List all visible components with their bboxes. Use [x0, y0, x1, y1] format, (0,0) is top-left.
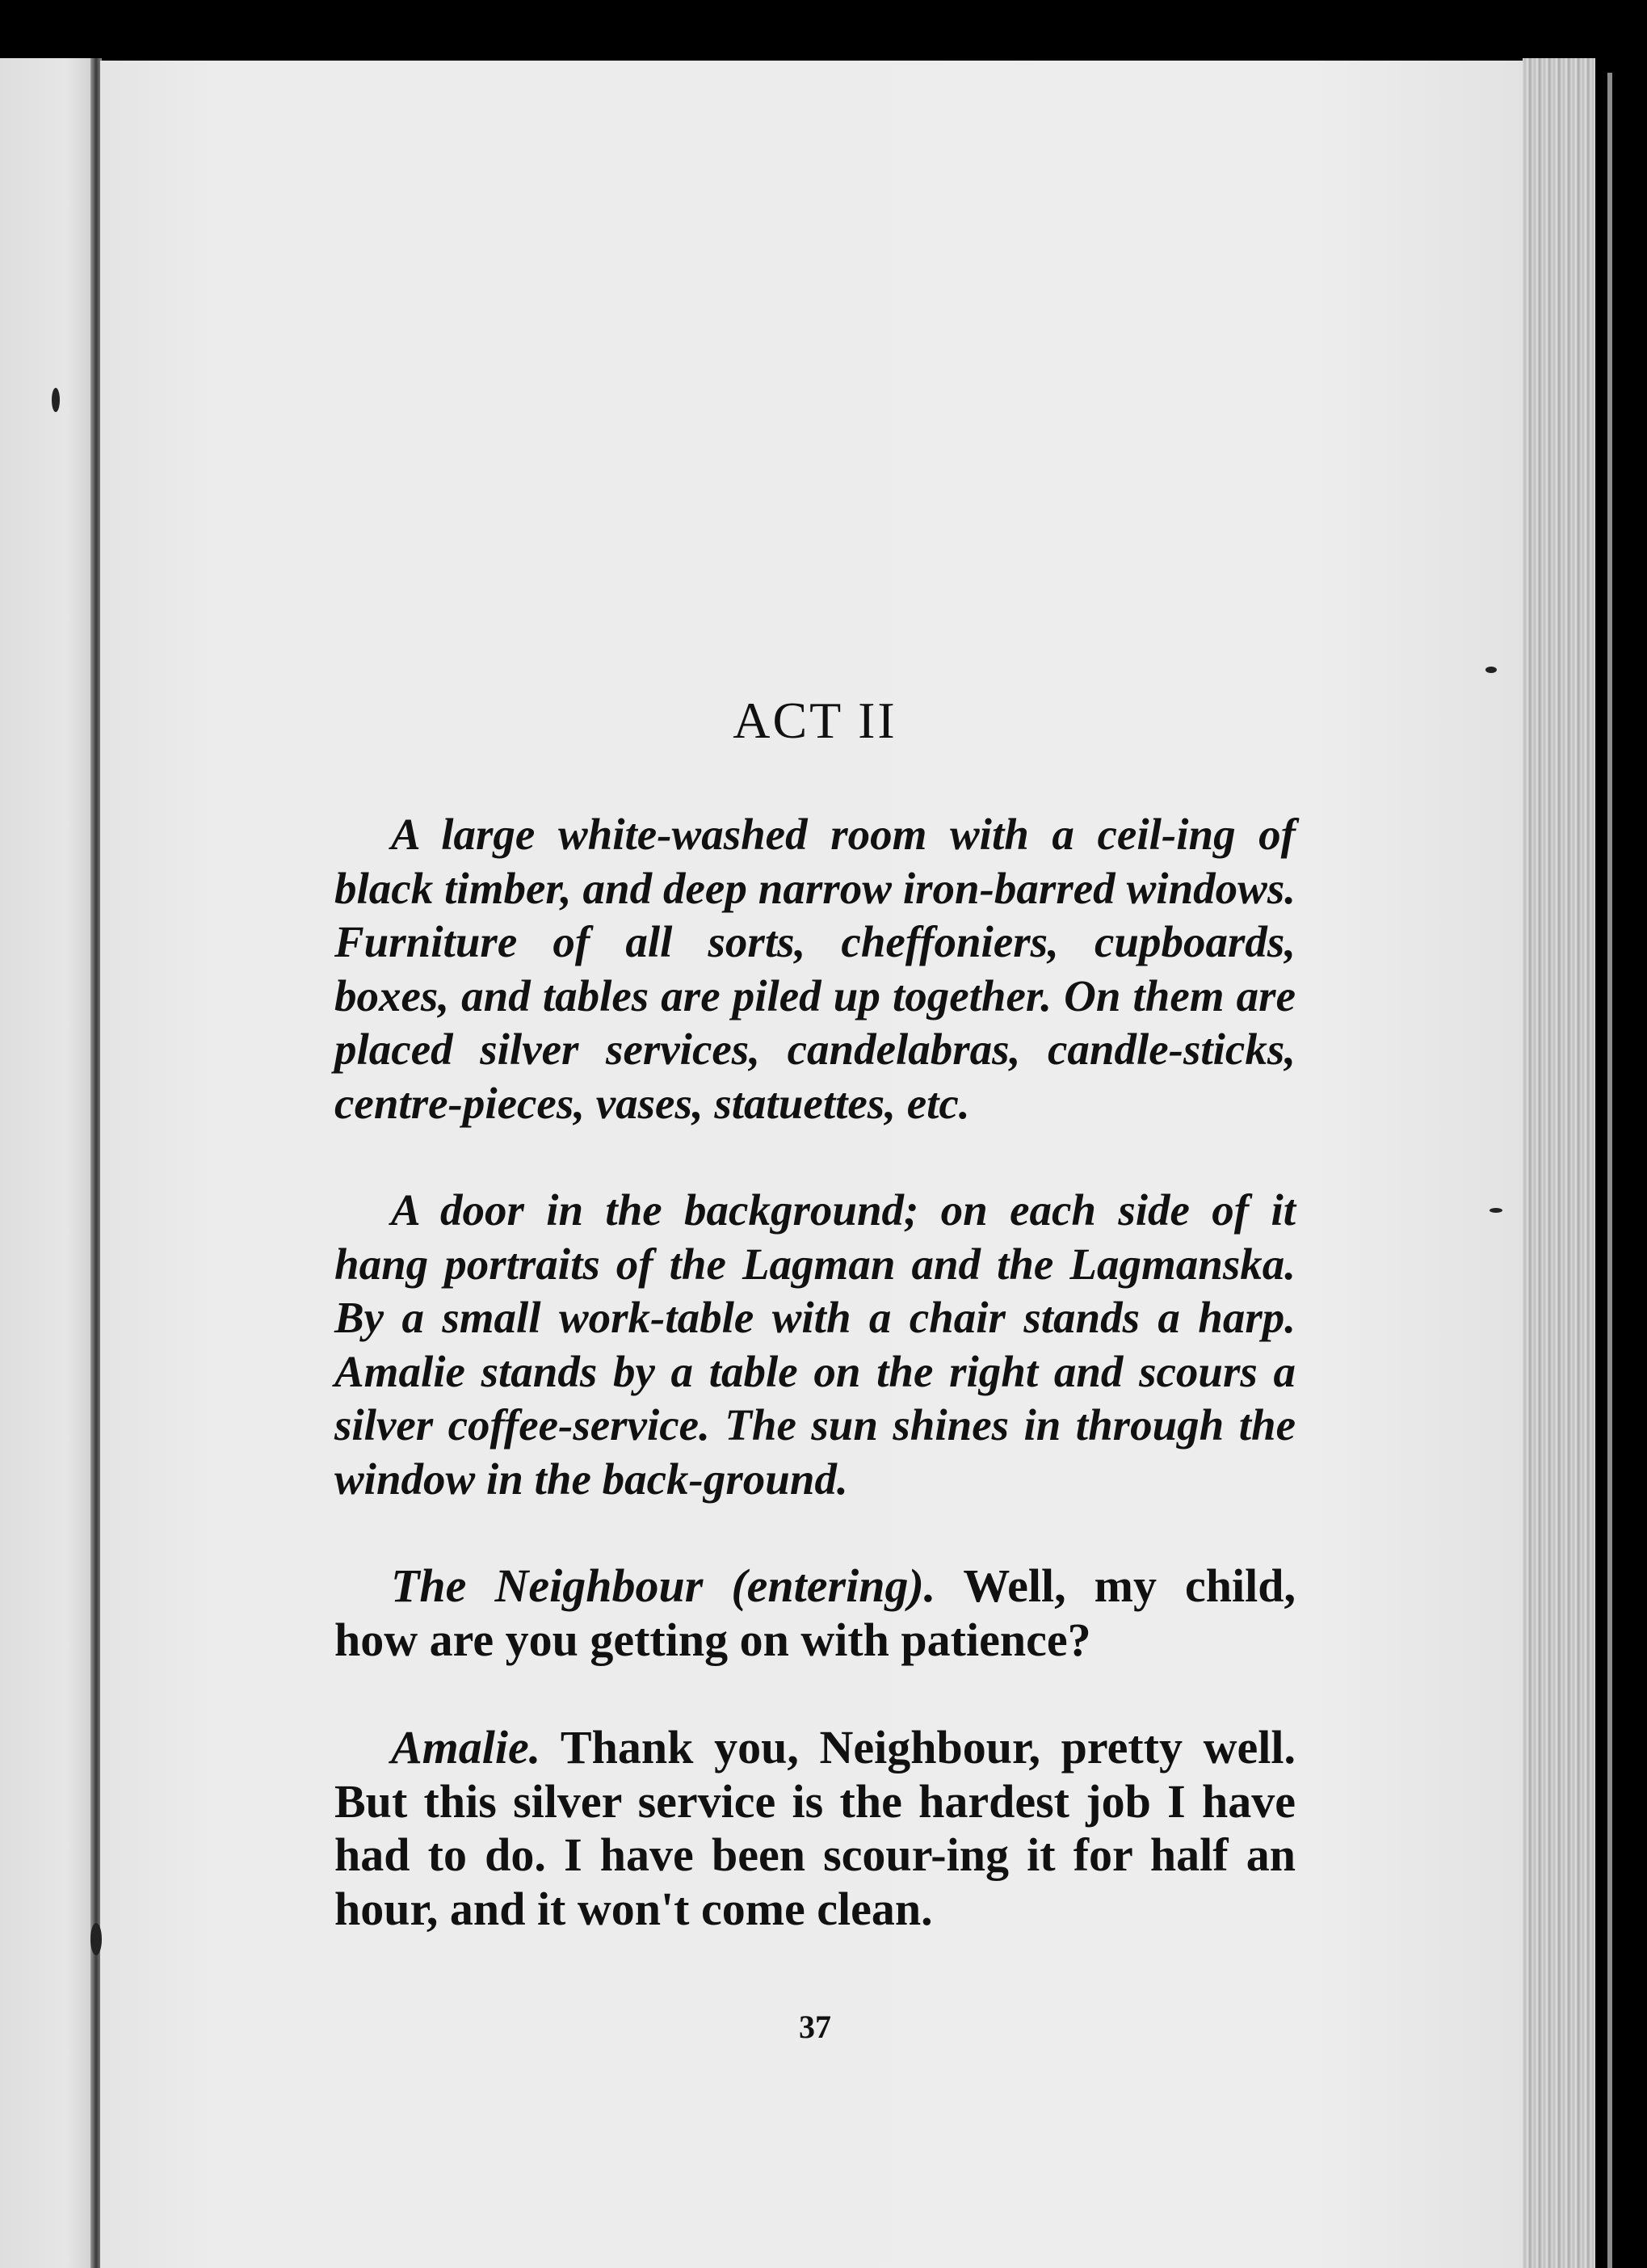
ink-speck: [1489, 1208, 1502, 1213]
ink-speck: [1485, 667, 1497, 673]
left-facing-page-edge: [0, 58, 95, 2268]
stage-direction-1: A large white-washed room with a ceil-ing of black timber, and deep narrow iron-barred windows. Furniture of all sorts, cheffoniers, cupboards, boxes, and tables are piled up together. On them are placed silver services, candelabras, candle-sticks, centre-pieces, vases, statuettes, etc.: [334, 810, 1296, 1128]
stage-direction-2: A door in the background; on each side of it hang portraits of the Lagman and the Lagmanska. By a small work-table with a chair stands a harp. Amalie stands by a table on the right and scours a silver coffee-service. The sun shines in through the window in the back-ground.: [334, 1185, 1296, 1504]
page-number: 37: [799, 2009, 831, 2045]
speaker-name: The Neighbour (entering).: [391, 1559, 936, 1612]
dialogue-amalie: [334, 1721, 1296, 1936]
dialogue-line: Thank you, Neighbour, pretty well. But this silver service is the hardest job I have had to do. I have been scour-ing it for half an hour, and it won't come clean.: [334, 1721, 1296, 1935]
scan-border: [1595, 0, 1647, 2268]
dialogue-line: Well, my child, how are you getting on with patience?: [334, 1559, 1296, 1666]
speaker-name: Amalie.: [391, 1721, 541, 1774]
book-page: [100, 61, 1530, 2268]
page-block-edges: [1523, 58, 1595, 2268]
act-heading: ACT II: [733, 692, 897, 749]
cover-edge: [1607, 73, 1612, 2268]
ink-speck: [52, 388, 60, 412]
ink-speck: [90, 1923, 102, 1955]
dialogue-neighbour: [334, 1559, 1296, 1667]
